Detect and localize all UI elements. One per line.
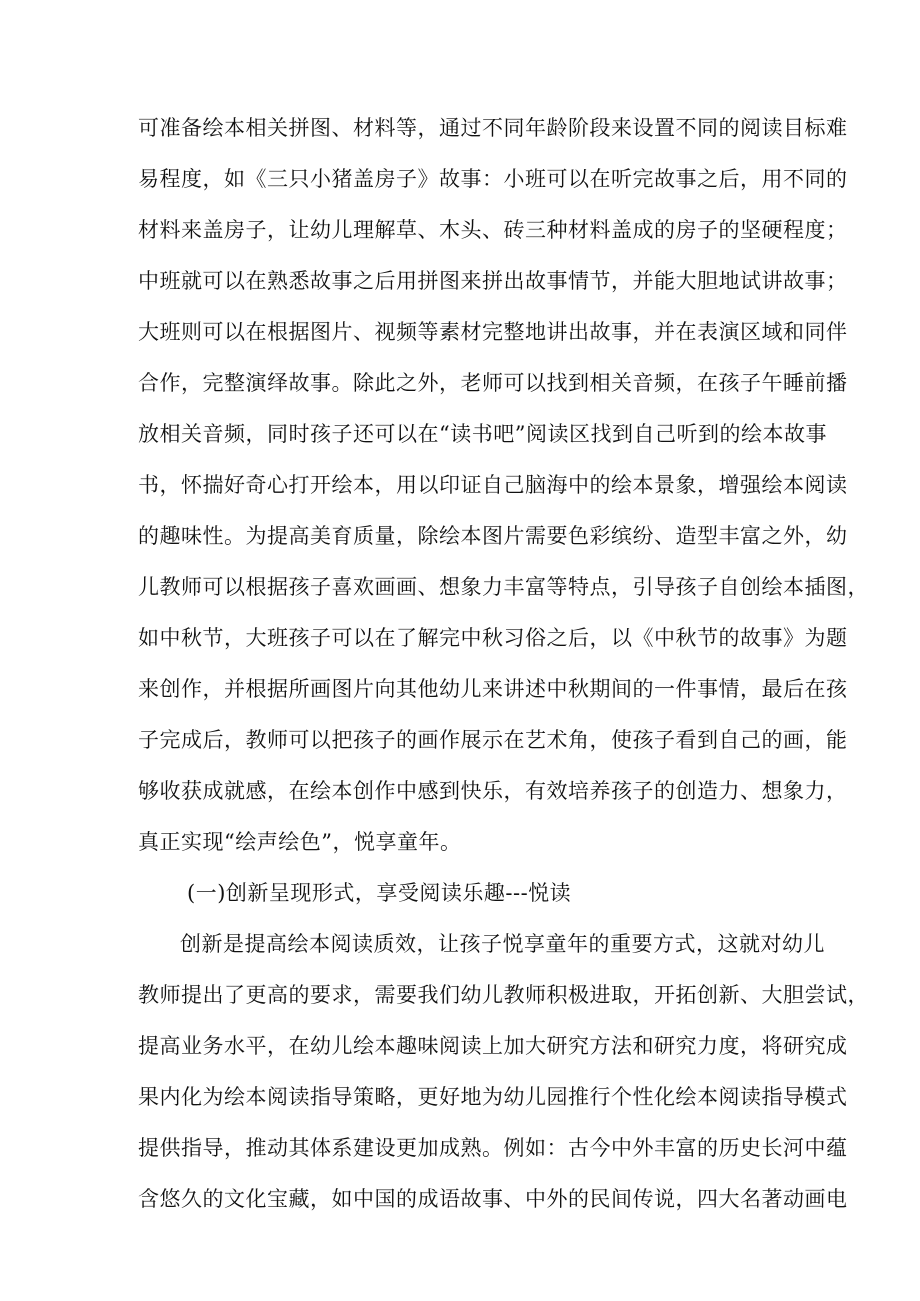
paragraph-1-line-1: 可准备绘本相关拼图、材料等，通过不同年龄阶段来设置不同的阅读目标难 [138, 116, 848, 140]
paragraph-1-line-6: 合作，完整演绎故事。除此之外，老师可以找到相关音频，在孩子午睡前播 [138, 371, 848, 395]
paragraph-1-line-4: 中班就可以在熟悉故事之后用拼图来拼出故事情节，并能大胆地试讲故事； [138, 269, 848, 293]
paragraph-1-line-3: 材料来盖房子，让幼儿理解草、木头、砖三种材料盖成的房子的坚硬程度； [138, 218, 848, 242]
paragraph-2-line-6: 含悠久的文化宝藏，如中国的成语故事、中外的民间传说，四大名著动画电 [138, 1187, 848, 1211]
paragraph-2-line-2: 教师提出了更高的要求，需要我们幼儿教师积极进取，开拓创新、大胆尝试， [138, 983, 869, 1007]
paragraph-1-line-13: 子完成后，教师可以把孩子的画作展示在艺术角，使孩子看到自己的画，能 [138, 728, 848, 752]
paragraph-2-line-5: 提供指导，推动其体系建设更加成熟。例如：古今中外丰富的历史长河中蕴 [138, 1136, 848, 1160]
paragraph-1-line-7: 放相关音频，同时孩子还可以在“读书吧”阅读区找到自己听到的绘本故事 [138, 422, 827, 446]
paragraph-1-line-9: 的趣味性。为提高美育质量，除绘本图片需要色彩缤纷、造型丰富之外，幼 [138, 524, 848, 548]
paragraph-2-line-3: 提高业务水平，在幼儿绘本趣味阅读上加大研究方法和研究力度，将研究成 [138, 1034, 848, 1058]
paragraph-1-line-15: 真正实现“绘声绘色”，悦享童年。 [138, 830, 462, 854]
paragraph-1-line-11: 如中秋节，大班孩子可以在了解完中秋习俗之后，以《中秋节的故事》为题 [138, 626, 848, 650]
paragraph-2-line-4: 果内化为绘本阅读指导策略，更好地为幼儿园推行个性化绘本阅读指导模式 [138, 1085, 848, 1109]
paragraph-2-line-1: 创新是提高绘本阅读质效，让孩子悦享童年的重要方式，这就对幼儿 [180, 932, 825, 956]
paragraph-1-line-14: 够收获成就感，在绘本创作中感到快乐，有效培养孩子的创造力、想象力， [138, 779, 848, 803]
section-heading: (一)创新呈现形式，享受阅读乐趣---悦读 [187, 881, 572, 905]
paragraph-1-line-8: 书，怀揣好奇心打开绘本，用以印证自己脑海中的绘本景象，增强绘本阅读 [138, 473, 848, 497]
paragraph-1-line-5: 大班则可以在根据图片、视频等素材完整地讲出故事，并在表演区域和同伴 [138, 320, 848, 344]
paragraph-1-line-10: 儿教师可以根据孩子喜欢画画、想象力丰富等特点，引导孩子自创绘本插图， [138, 575, 869, 599]
paragraph-1-line-12: 来创作，并根据所画图片向其他幼儿来讲述中秋期间的一件事情，最后在孩 [138, 677, 848, 701]
paragraph-1-line-2: 易程度，如《三只小猪盖房子》故事：小班可以在听完故事之后，用不同的 [138, 167, 848, 191]
